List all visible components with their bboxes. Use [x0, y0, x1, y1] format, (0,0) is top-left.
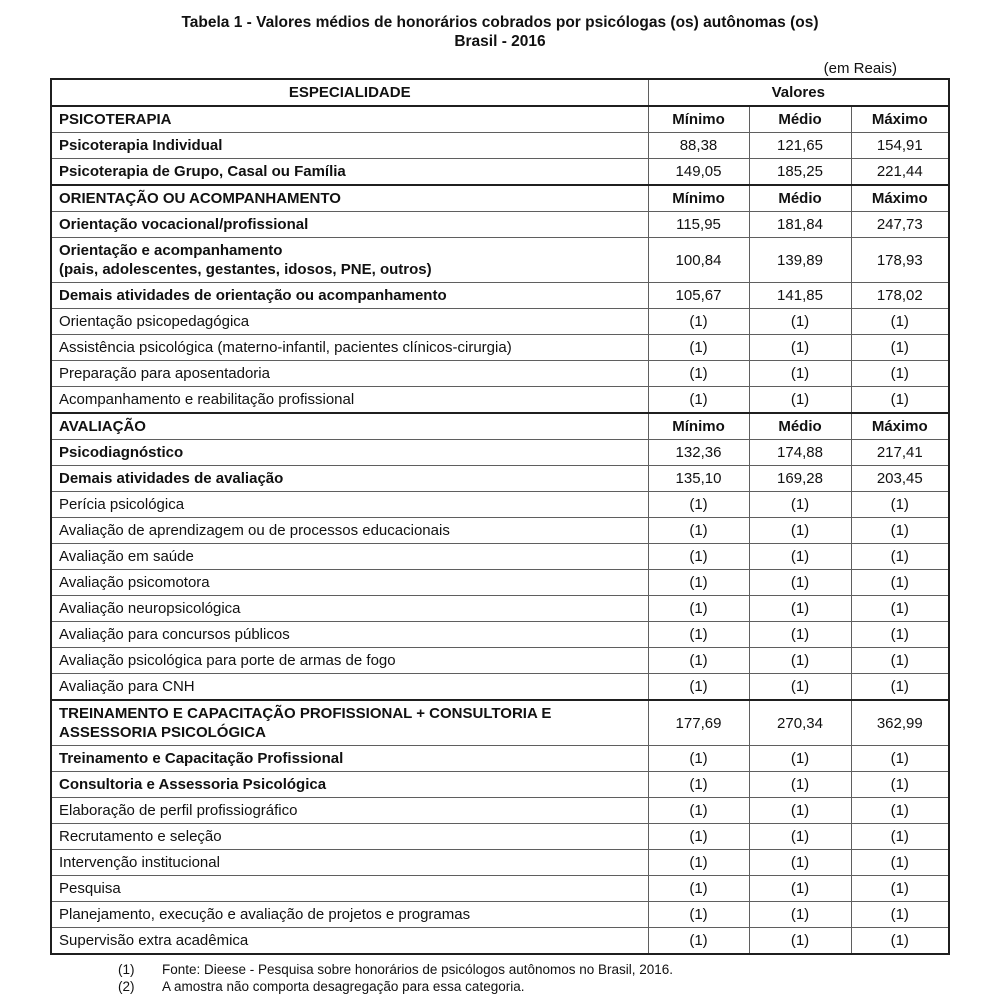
table-title	[0, 13, 1000, 51]
row-label	[51, 518, 648, 544]
value-cell: (1)	[749, 798, 851, 824]
row-label	[51, 746, 648, 772]
value-cell: 135,10	[648, 466, 749, 492]
value-cell: (1)	[648, 928, 749, 955]
row-label	[51, 928, 648, 955]
value-cell: (1)	[749, 622, 851, 648]
section-header-row	[51, 413, 949, 440]
row-label	[51, 674, 648, 701]
fees-table	[50, 78, 950, 955]
value-cell: (1)	[749, 746, 851, 772]
footnote-2	[118, 978, 1000, 995]
row-label	[51, 798, 648, 824]
row-label-line2: (pais, adolescentes, gestantes, idosos, PNE, outros)	[59, 261, 432, 278]
value-cell: (1)	[648, 492, 749, 518]
value-cell: (1)	[749, 387, 851, 414]
row-label-line1: Treinamento e Capacitação Profissional	[59, 750, 344, 767]
row-label	[51, 387, 648, 414]
value-cell: (1)	[749, 596, 851, 622]
row-label	[51, 466, 648, 492]
col-header-especialidade: ESPECIALIDADE	[51, 79, 648, 106]
value-cell: (1)	[851, 746, 949, 772]
table-row	[51, 238, 949, 283]
row-label-line1: Intervenção institucional	[59, 854, 220, 871]
value-cell: 121,65	[749, 133, 851, 159]
row-label	[51, 185, 648, 212]
table-row	[51, 928, 949, 955]
value-cell: 185,25	[749, 159, 851, 186]
unit-note: (em Reais)	[823, 60, 897, 77]
value-cell: (1)	[648, 622, 749, 648]
value-cell: (1)	[648, 824, 749, 850]
row-label	[51, 413, 648, 440]
value-column-header: Mínimo	[648, 413, 749, 440]
table-row	[51, 283, 949, 309]
table-row	[51, 518, 949, 544]
table-row	[51, 824, 949, 850]
row-label	[51, 700, 648, 746]
value-cell: 362,99	[851, 700, 949, 746]
value-cell: 154,91	[851, 133, 949, 159]
value-cell: 132,36	[648, 440, 749, 466]
row-label-line1: Recrutamento e seleção	[59, 828, 222, 845]
value-cell: (1)	[749, 570, 851, 596]
value-cell: 181,84	[749, 212, 851, 238]
section-header-row	[51, 106, 949, 133]
value-cell: 149,05	[648, 159, 749, 186]
footnote-1-text: Fonte: Dieese - Pesquisa sobre honorários de psicólogos autônomos no Brasil, 2016.	[162, 962, 674, 977]
value-column-header: Máximo	[851, 106, 949, 133]
value-cell: (1)	[648, 902, 749, 928]
value-cell: (1)	[648, 772, 749, 798]
row-label-line1: Avaliação neuropsicológica	[59, 600, 241, 617]
table-row	[51, 570, 949, 596]
value-cell: (1)	[749, 772, 851, 798]
table-row	[51, 876, 949, 902]
row-label	[51, 622, 648, 648]
section-header-row	[51, 185, 949, 212]
table-header-row	[51, 79, 949, 106]
table-row	[51, 674, 949, 701]
value-cell: (1)	[749, 876, 851, 902]
table-row	[51, 133, 949, 159]
row-label	[51, 824, 648, 850]
row-label	[51, 335, 648, 361]
footnote-2-text: A amostra não comporta desagregação para essa categoria.	[162, 979, 525, 994]
table-row	[51, 544, 949, 570]
table-row	[51, 309, 949, 335]
row-label	[51, 902, 648, 928]
value-cell: (1)	[648, 850, 749, 876]
table-row	[51, 902, 949, 928]
row-label-line1: Orientação psicopedagógica	[59, 313, 250, 330]
value-cell: (1)	[851, 824, 949, 850]
row-label	[51, 309, 648, 335]
row-label-line1: Planejamento, execução e avaliação de projetos e programas	[59, 906, 471, 923]
row-label-line1: ORIENTAÇÃO OU ACOMPANHAMENTO	[59, 190, 341, 207]
value-cell: (1)	[851, 850, 949, 876]
value-cell: (1)	[749, 544, 851, 570]
row-label-line1: Pesquisa	[59, 880, 121, 897]
value-cell: (1)	[749, 335, 851, 361]
row-label	[51, 440, 648, 466]
value-cell: (1)	[749, 492, 851, 518]
value-cell: (1)	[749, 361, 851, 387]
footnote-2-marker: (2)	[118, 979, 135, 994]
value-cell: (1)	[749, 518, 851, 544]
value-cell: (1)	[648, 746, 749, 772]
value-cell: (1)	[648, 518, 749, 544]
row-label	[51, 238, 648, 283]
value-cell: (1)	[749, 928, 851, 955]
value-cell: (1)	[851, 596, 949, 622]
row-label	[51, 570, 648, 596]
row-label-line1: Psicoterapia Individual	[59, 137, 223, 154]
value-cell: (1)	[851, 544, 949, 570]
value-cell: (1)	[851, 518, 949, 544]
footnotes	[0, 961, 1000, 995]
row-label	[51, 159, 648, 186]
value-cell: 203,45	[851, 466, 949, 492]
value-column-header: Máximo	[851, 413, 949, 440]
value-cell: (1)	[749, 674, 851, 701]
row-label	[51, 283, 648, 309]
value-cell: (1)	[648, 570, 749, 596]
value-cell: 178,93	[851, 238, 949, 283]
value-cell: (1)	[851, 387, 949, 414]
row-label-line1: Orientação vocacional/profissional	[59, 216, 309, 233]
value-cell: (1)	[648, 674, 749, 701]
value-cell: (1)	[648, 876, 749, 902]
row-label-line1: Preparação para aposentadoria	[59, 365, 270, 382]
value-column-header: Médio	[749, 413, 851, 440]
value-cell: 105,67	[648, 283, 749, 309]
table-row	[51, 850, 949, 876]
table-title-line2: Brasil - 2016	[454, 33, 546, 50]
table-row	[51, 648, 949, 674]
row-label-line1: Psicodiagnóstico	[59, 444, 184, 461]
value-cell: (1)	[851, 361, 949, 387]
table-row	[51, 159, 949, 186]
value-cell: 177,69	[648, 700, 749, 746]
row-label	[51, 648, 648, 674]
row-label	[51, 876, 648, 902]
row-label	[51, 596, 648, 622]
row-label-line1: Orientação e acompanhamento	[59, 242, 283, 259]
table-row	[51, 466, 949, 492]
value-cell: 139,89	[749, 238, 851, 283]
table-row	[51, 798, 949, 824]
value-cell: (1)	[648, 335, 749, 361]
value-cell: (1)	[749, 824, 851, 850]
value-cell: (1)	[749, 648, 851, 674]
row-label	[51, 212, 648, 238]
table-title-line1: Tabela 1 - Valores médios de honorários cobrados por psicólogas (os) autônomas (os)	[181, 14, 819, 31]
row-label-line1: Avaliação para concursos públicos	[59, 626, 290, 643]
value-cell: (1)	[648, 387, 749, 414]
value-cell: (1)	[648, 309, 749, 335]
row-label-line1: TREINAMENTO E CAPACITAÇÃO PROFISSIONAL + CONSULTORIA E ASSESSORIA PSICOLÓGICA	[59, 705, 552, 741]
value-cell: (1)	[648, 544, 749, 570]
row-label	[51, 492, 648, 518]
value-cell: 221,44	[851, 159, 949, 186]
row-label	[51, 544, 648, 570]
col-header-valores: Valores	[648, 79, 949, 106]
table-row	[51, 596, 949, 622]
value-column-header: Mínimo	[648, 106, 749, 133]
value-cell: 217,41	[851, 440, 949, 466]
row-label-line1: Assistência psicológica (materno-infantil, pacientes clínicos-cirurgia)	[59, 339, 512, 356]
value-cell: (1)	[851, 674, 949, 701]
row-label-line1: Acompanhamento e reabilitação profissional	[59, 391, 355, 408]
row-label-line1: Avaliação psicomotora	[59, 574, 210, 591]
row-label	[51, 361, 648, 387]
value-cell: 169,28	[749, 466, 851, 492]
row-label-line1: Perícia psicológica	[59, 496, 185, 513]
row-label	[51, 133, 648, 159]
value-cell: (1)	[749, 309, 851, 335]
row-label-line1: Avaliação em saúde	[59, 548, 194, 565]
table-row	[51, 700, 949, 746]
value-cell: 141,85	[749, 283, 851, 309]
value-cell: 115,95	[648, 212, 749, 238]
row-label	[51, 772, 648, 798]
value-cell: (1)	[648, 596, 749, 622]
table-row	[51, 772, 949, 798]
row-label-line1: Elaboração de perfil profissiográfico	[59, 802, 298, 819]
table-row	[51, 335, 949, 361]
value-cell: (1)	[851, 648, 949, 674]
value-cell: 247,73	[851, 212, 949, 238]
value-cell: (1)	[851, 928, 949, 955]
table-body	[51, 106, 949, 954]
row-label-line1: Consultoria e Assessoria Psicológica	[59, 776, 327, 793]
row-label	[51, 850, 648, 876]
value-column-header: Máximo	[851, 185, 949, 212]
row-label-line1: Psicoterapia de Grupo, Casal ou Família	[59, 163, 346, 180]
value-cell: (1)	[851, 902, 949, 928]
table-row	[51, 212, 949, 238]
value-cell: 174,88	[749, 440, 851, 466]
row-label-line1: AVALIAÇÃO	[59, 418, 146, 435]
value-cell: (1)	[648, 648, 749, 674]
row-label-line1: Demais atividades de orientação ou acompanhamento	[59, 287, 447, 304]
value-cell: (1)	[648, 798, 749, 824]
value-column-header: Médio	[749, 185, 851, 212]
value-cell: 88,38	[648, 133, 749, 159]
value-cell: (1)	[749, 902, 851, 928]
value-cell: (1)	[851, 309, 949, 335]
row-label-line1: PSICOTERAPIA	[59, 111, 172, 128]
row-label-line1: Demais atividades de avaliação	[59, 470, 284, 487]
row-label-line1: Avaliação de aprendizagem ou de processos educacionais	[59, 522, 450, 539]
value-cell: 178,02	[851, 283, 949, 309]
row-label-line1: Supervisão extra acadêmica	[59, 932, 249, 949]
value-cell: 100,84	[648, 238, 749, 283]
table-row	[51, 361, 949, 387]
value-cell: (1)	[851, 798, 949, 824]
value-cell: (1)	[851, 570, 949, 596]
value-cell: (1)	[749, 850, 851, 876]
table-row	[51, 387, 949, 414]
value-cell: (1)	[851, 622, 949, 648]
value-cell: (1)	[851, 876, 949, 902]
row-label-line1: Avaliação para CNH	[59, 678, 195, 695]
value-cell: (1)	[851, 492, 949, 518]
table-row	[51, 746, 949, 772]
value-column-header: Médio	[749, 106, 851, 133]
table-row	[51, 440, 949, 466]
footnote-1	[118, 961, 1000, 978]
footnote-1-marker: (1)	[118, 962, 135, 977]
value-cell: (1)	[851, 772, 949, 798]
value-column-header: Mínimo	[648, 185, 749, 212]
table-row	[51, 622, 949, 648]
value-cell: (1)	[648, 361, 749, 387]
value-cell: 270,34	[749, 700, 851, 746]
row-label	[51, 106, 648, 133]
table-row	[51, 492, 949, 518]
value-cell: (1)	[851, 335, 949, 361]
row-label-line1: Avaliação psicológica para porte de armas de fogo	[59, 652, 396, 669]
